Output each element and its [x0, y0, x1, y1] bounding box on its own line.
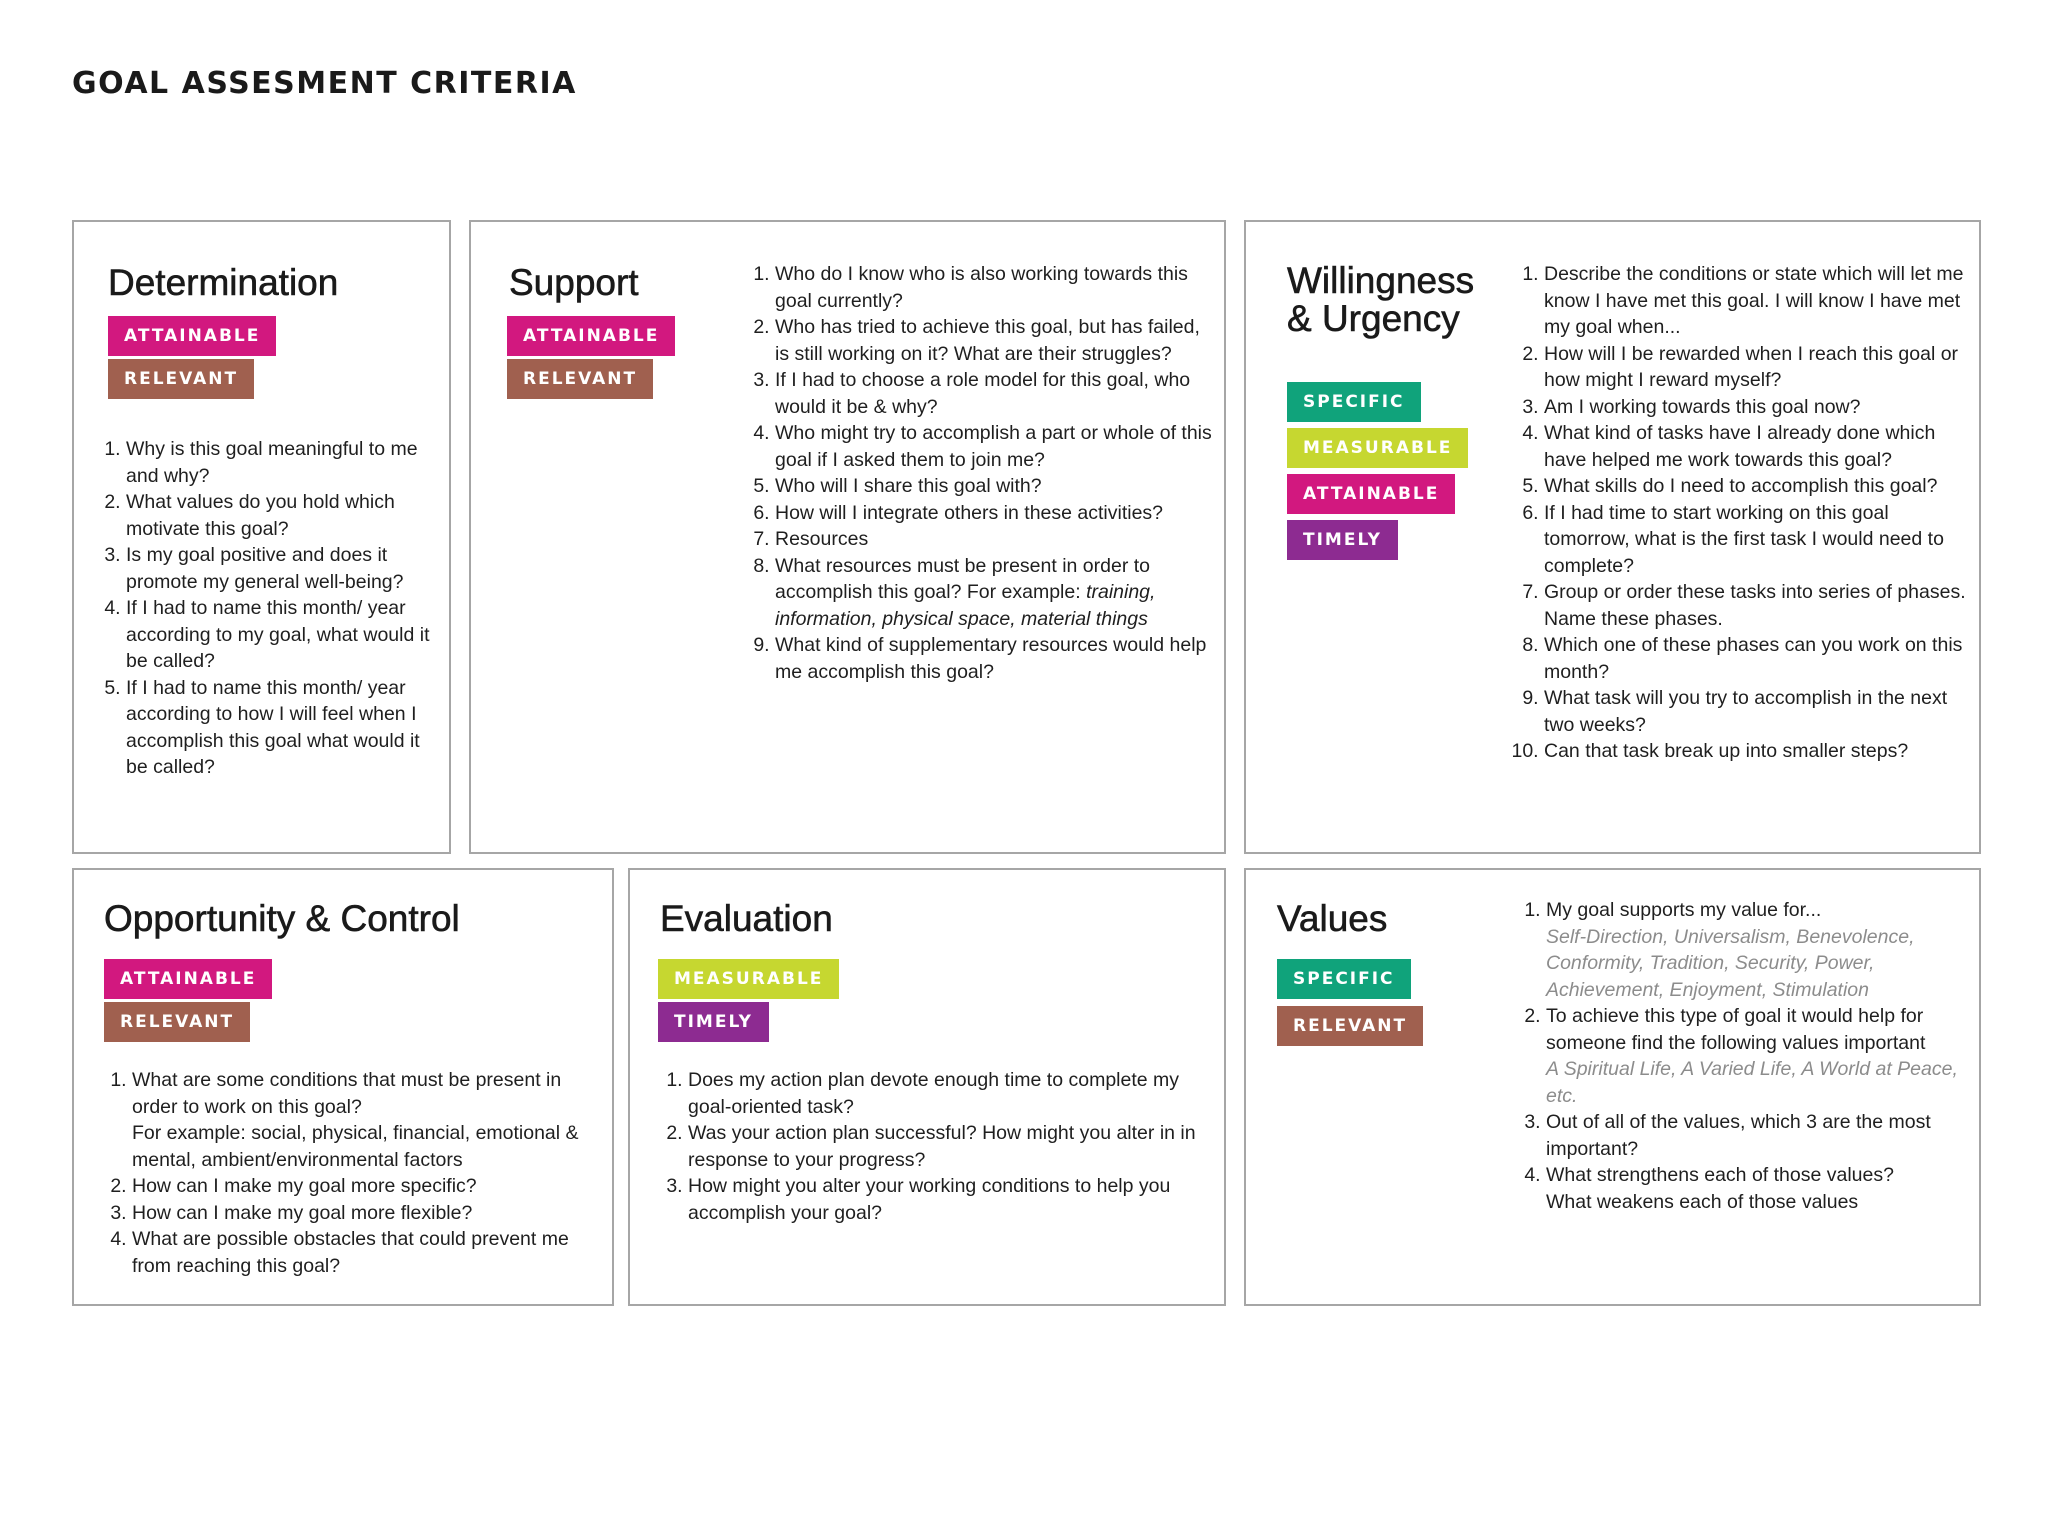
list-item: [1546, 897, 1966, 1003]
list-item: 5. What skills do I need to accomplish this goal?: [1544, 473, 1974, 500]
relevant-tag: RELEVANT: [507, 359, 653, 399]
specific-tag: SPECIFIC: [1277, 959, 1411, 999]
list-item: [1546, 1162, 1966, 1215]
card-title: Support: [509, 262, 639, 303]
list-item: 6. How will I integrate others in these activities?: [775, 500, 1215, 527]
example-values: Self-Direction, Universalism, Benevolence, Conformity, Tradition, Security, Power, Achievement, Enjoyment, Stimulation: [1546, 925, 1915, 1001]
relevant-tag: RELEVANT: [108, 359, 254, 399]
list-item: 4. Who might try to accomplish a part or whole of this goal if I asked them to join me?: [775, 420, 1215, 473]
list-item: 4. What kind of tasks have I already done which have helped me work towards this goal?: [1544, 420, 1974, 473]
willingness-urgency-card: [1244, 220, 1981, 854]
list-item: 3. Is my goal positive and does it promote my general well-being?: [126, 542, 436, 595]
list-item: 1. Does my action plan devote enough time to complete my goal-oriented task?: [688, 1067, 1208, 1120]
values-card: [1244, 868, 1981, 1306]
question-list: [104, 1067, 612, 1279]
list-item: 6. If I had time to start working on this goal tomorrow, what is the first task I would need to complete?: [1544, 500, 1974, 580]
example-values: A Spiritual Life, A Varied Life, A World at Peace, etc.: [1546, 1058, 1958, 1107]
list-item: 9. What task will you try to accomplish in the next two weeks?: [1544, 685, 1974, 738]
card-title: Values: [1277, 898, 1388, 939]
list-item: 10. Can that task break up into smaller steps?: [1544, 738, 1974, 765]
card-title: [1287, 262, 1474, 338]
list-item: 2. How can I make my goal more specific?: [132, 1173, 612, 1200]
question-text: My goal supports my value for...: [1546, 899, 1822, 921]
title-line: Willingness: [1287, 260, 1475, 301]
timely-tag: TIMELY: [658, 1002, 769, 1042]
question-text: What resources must be present in order to accomplish this goal? For example:: [775, 554, 1151, 603]
question-list: [747, 261, 1215, 685]
attainable-tag: ATTAINABLE: [1287, 474, 1455, 514]
attainable-tag: ATTAINABLE: [507, 316, 675, 356]
list-item: 1. Why is this goal meaningful to me and why?: [126, 436, 436, 489]
measurable-tag: MEASURABLE: [658, 959, 839, 999]
question-list: [1516, 261, 1974, 765]
tag-group: [1277, 959, 1423, 1053]
list-item: 3. How might you alter your working conditions to help you accomplish your goal?: [688, 1173, 1208, 1226]
measurable-tag: MEASURABLE: [1287, 428, 1468, 468]
timely-tag: TIMELY: [1287, 520, 1398, 560]
card-title: Determination: [108, 262, 339, 303]
support-card: [469, 220, 1226, 854]
list-item: 8. Which one of these phases can you work on this month?: [1544, 632, 1974, 685]
list-item: 5. Who will I share this goal with?: [775, 473, 1215, 500]
tag-group: [104, 959, 272, 1045]
specific-tag: SPECIFIC: [1287, 382, 1421, 422]
tag-group: [658, 959, 839, 1045]
card-title: Opportunity & Control: [104, 898, 460, 939]
question-list: [98, 436, 436, 781]
tag-group: [108, 316, 276, 402]
question-text: What weakens each of those values: [1546, 1190, 1859, 1213]
list-item: 1. Who do I know who is also working towards this goal currently?: [775, 261, 1215, 314]
list-item: 5. If I had to name this month/ year according to how I will feel when I accomplish this goal what would it be called?: [126, 675, 436, 781]
list-item: 2. How will I be rewarded when I reach this goal or how might I reward myself?: [1544, 341, 1974, 394]
relevant-tag: RELEVANT: [1277, 1006, 1423, 1046]
question-list: [660, 1067, 1208, 1226]
title-line: & Urgency: [1287, 298, 1460, 339]
opportunity-control-card: [72, 868, 614, 1306]
attainable-tag: ATTAINABLE: [104, 959, 272, 999]
question-text: To achieve this type of goal it would help for someone find the following values important: [1546, 1005, 1926, 1054]
page-title: GOAL ASSESMENT CRITERIA: [72, 66, 577, 101]
tag-group: [1287, 382, 1468, 566]
list-item: 2. Who has tried to achieve this goal, but has failed, is still working on it? What are their struggles?: [775, 314, 1215, 367]
list-item: [132, 1067, 612, 1173]
list-item: 2. What values do you hold which motivate this goal?: [126, 489, 436, 542]
determination-card: [72, 220, 451, 854]
question-text: What are some conditions that must be present in order to work on this goal?: [132, 1069, 562, 1118]
list-item: 3. If I had to choose a role model for this goal, who would it be & why?: [775, 367, 1215, 420]
list-item: 3. How can I make my goal more flexible?: [132, 1200, 612, 1227]
list-item: 7. Resources: [775, 526, 1215, 553]
question-list: [1518, 897, 1966, 1215]
list-item: 2. Was your action plan successful? How might you alter in in response to your progress?: [688, 1120, 1208, 1173]
evaluation-card: [628, 868, 1226, 1306]
example-text: For example: social, physical, financial, emotional & mental, ambient/environmental factors: [132, 1122, 579, 1171]
list-item: 1. Describe the conditions or state which will let me know I have met this goal. I will know I have met my goal when...: [1544, 261, 1974, 341]
tag-group: [507, 316, 675, 402]
list-item: [1546, 1003, 1966, 1109]
list-item: [775, 553, 1215, 633]
list-item: 7. Group or order these tasks into series of phases. Name these phases.: [1544, 579, 1974, 632]
question-text: What strengthens each of those values?: [1546, 1164, 1894, 1186]
attainable-tag: ATTAINABLE: [108, 316, 276, 356]
list-item: 3. Out of all of the values, which 3 are the most important?: [1546, 1109, 1966, 1162]
relevant-tag: RELEVANT: [104, 1002, 250, 1042]
list-item: 4. If I had to name this month/ year according to my goal, what would it be called?: [126, 595, 436, 675]
example-text: training, information, physical space, material things: [775, 581, 1156, 630]
list-item: 3. Am I working towards this goal now?: [1544, 394, 1974, 421]
list-item: 9. What kind of supplementary resources would help me accomplish this goal?: [775, 632, 1215, 685]
card-title: Evaluation: [660, 898, 833, 939]
list-item: 4. What are possible obstacles that could prevent me from reaching this goal?: [132, 1226, 612, 1279]
